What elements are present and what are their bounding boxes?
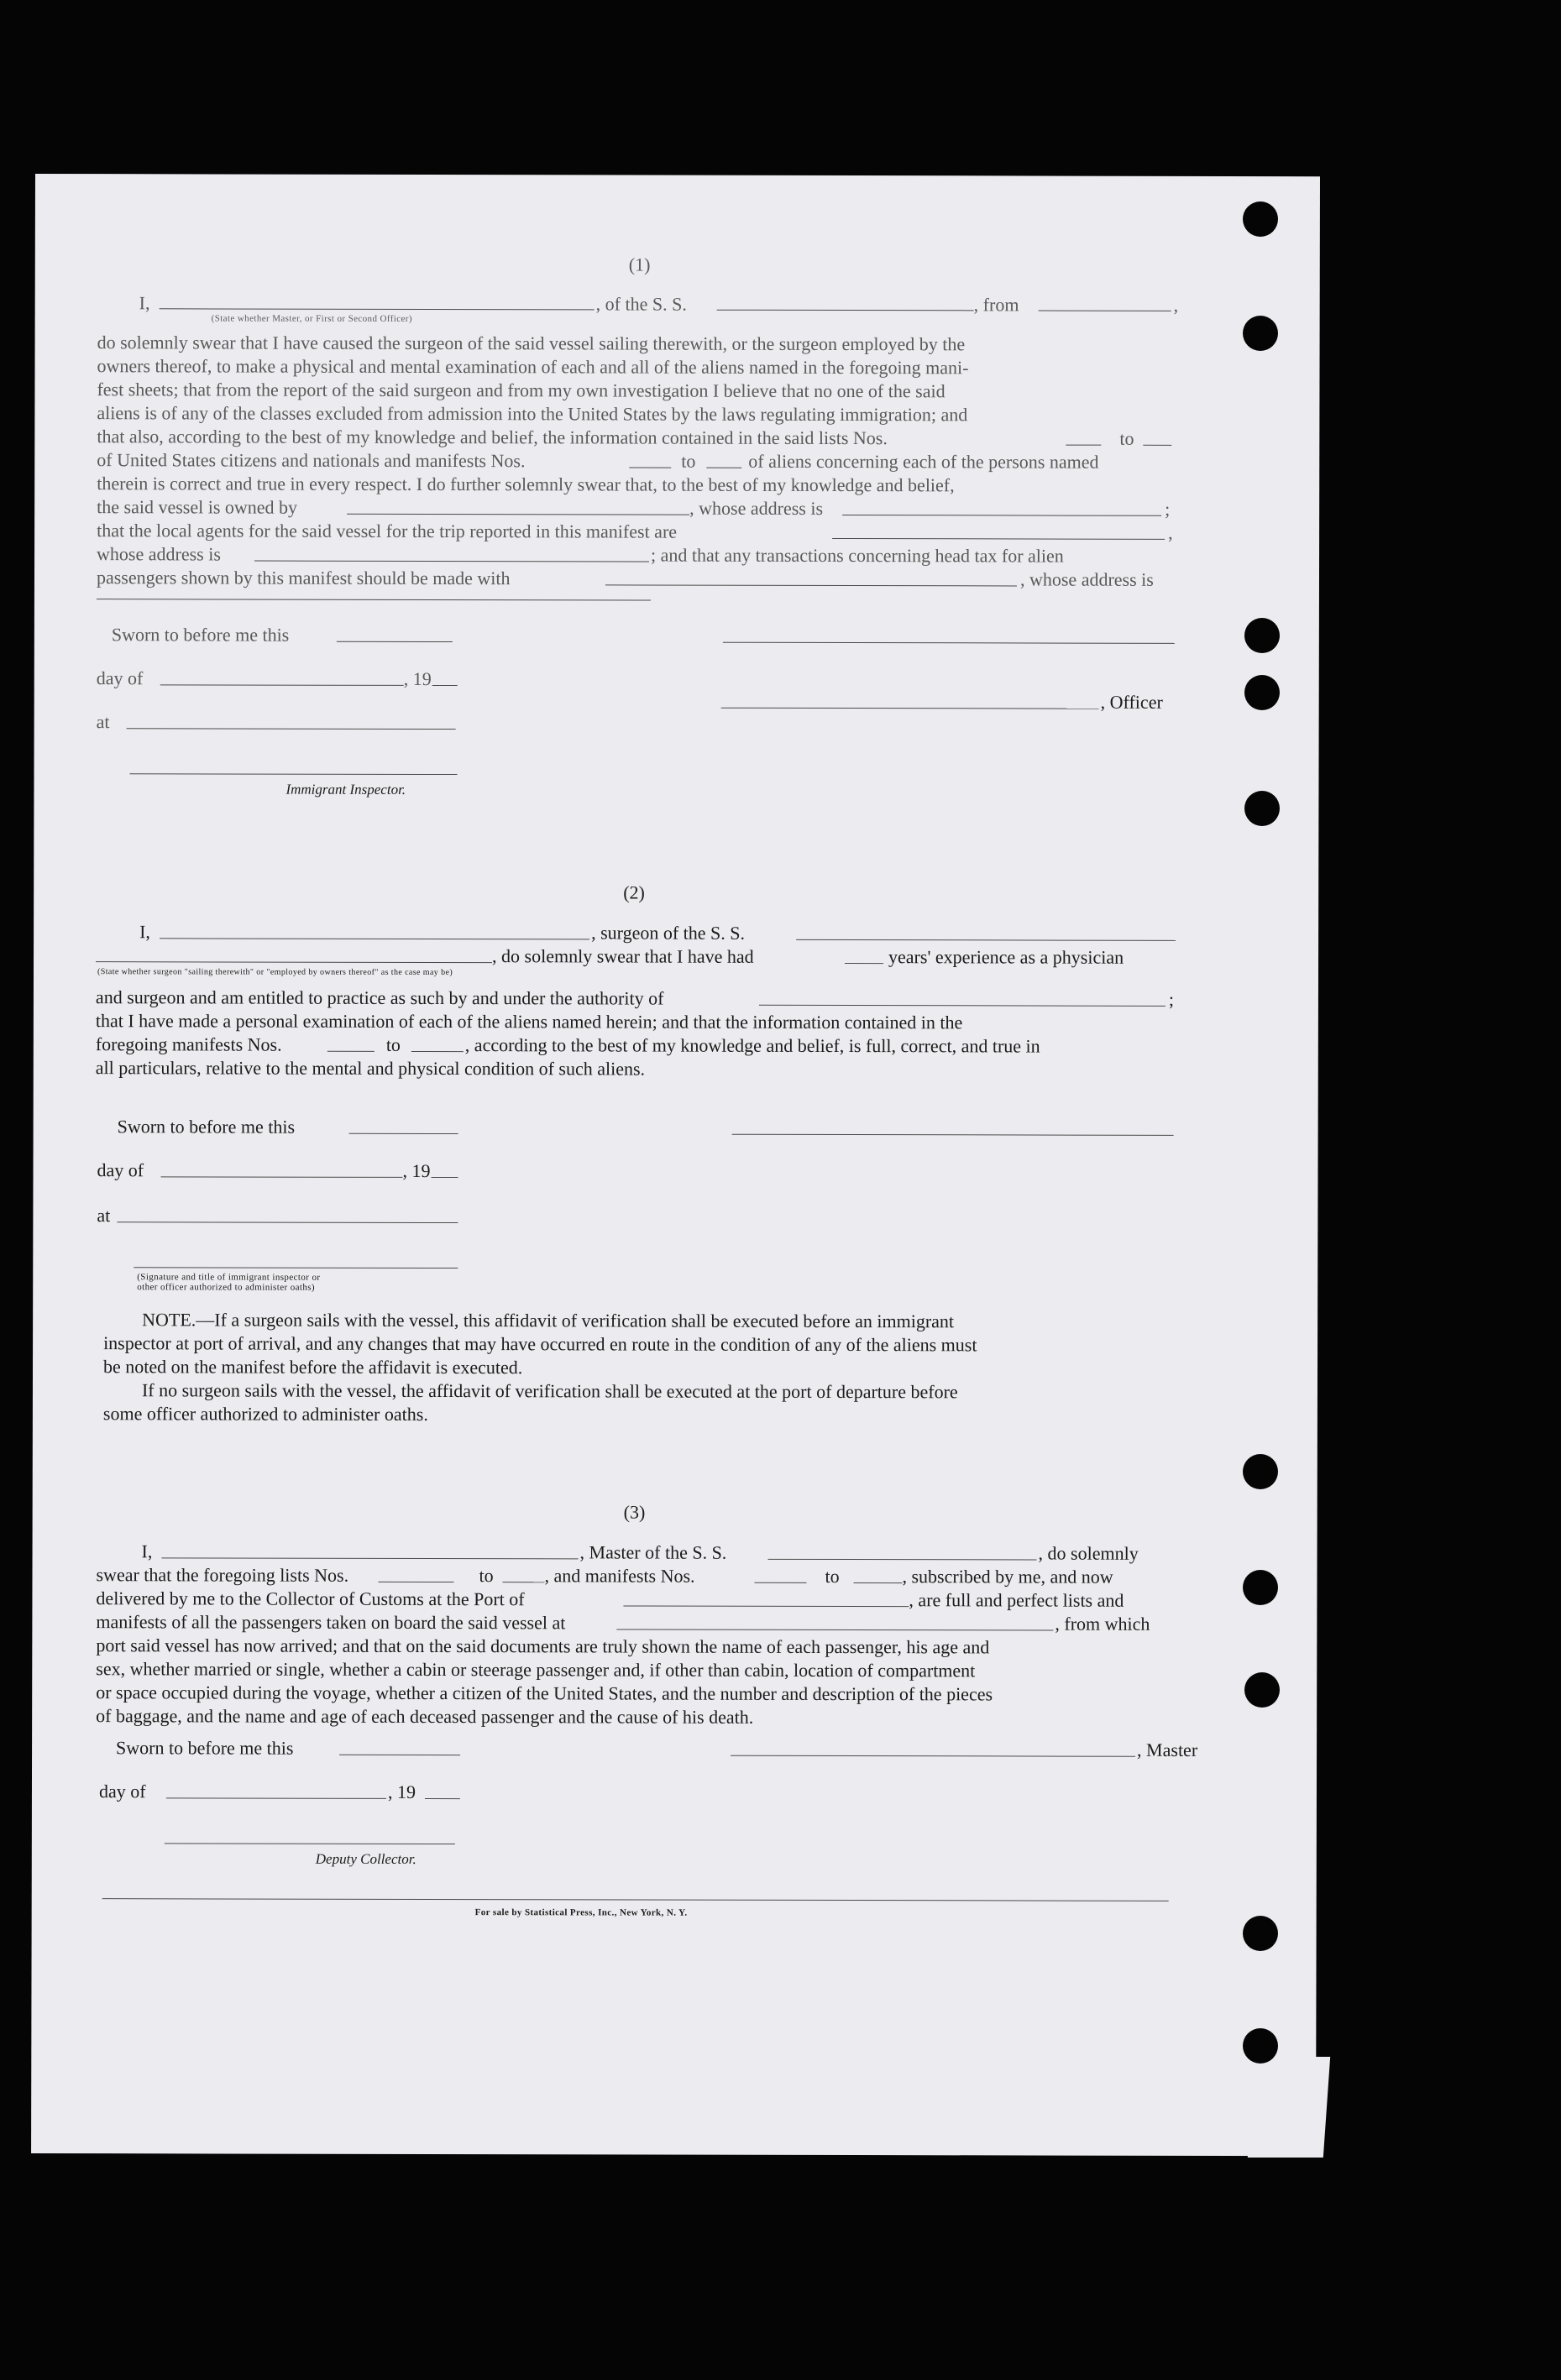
s1-name-line [160, 308, 595, 310]
s3-delivered: delivered by me to the Collector of Customs at the Port of [96, 1588, 525, 1610]
s2-surgeon-of: , surgeon of the S. S. [591, 922, 746, 944]
s2-semicolon: ; [1168, 988, 1175, 1010]
s1-at: at [96, 711, 110, 733]
s1-owner-address-label: , whose address is [689, 497, 824, 519]
s1-lists-from-line [1066, 445, 1101, 446]
s2-line-manifests-end: , according to the best of my knowledge and belief, is full, correct, and true in [464, 1034, 1040, 1057]
s1-ss-label: , of the S. S. [595, 293, 687, 315]
s2-sig-note-2: other officer authorized to administer oaths) [137, 1282, 316, 1293]
s3-lists-to: to [479, 1565, 494, 1587]
s2-vessel-line [796, 939, 1176, 941]
s2-note-line-2: inspector at port of arrival, and any changes that may have occurred en route in the condition of any of the aliens must [103, 1332, 977, 1356]
s2-years-exp: years' experience as a physician [888, 946, 1124, 968]
s2-sig-line [134, 1267, 458, 1268]
s3-collector-label: Deputy Collector. [315, 1850, 416, 1867]
s2-signature-line [732, 1134, 1174, 1136]
s3-and-manifests: , and manifests Nos. [544, 1565, 695, 1587]
s2-state-note: (State whether surgeon "sailing therewith" or "employed by owners thereof" as the case may be) [97, 967, 453, 978]
form-page [31, 174, 1320, 2156]
s1-last-address-label: , whose address is [1019, 568, 1154, 590]
s2-day-of: day of [97, 1159, 144, 1181]
s1-para-line-7: therein is correct and true in every respect. I do further solemnly swear that, to the best of my knowledge and belief, [97, 473, 955, 496]
s3-master-line [731, 1755, 1135, 1757]
s1-para-line-8: the said vessel is owned by [97, 496, 298, 518]
s1-para-line-11: passengers shown by this manifest should be made with [96, 567, 511, 589]
s2-manifests-to: to [385, 1033, 401, 1055]
s1-para-line-9: that the local agents for the said vessel for the trip reported in this manifest are [97, 520, 678, 542]
s3-rest-line-4: of baggage, and the name and age of each deceased passenger and the cause of his death. [96, 1705, 754, 1728]
s1-owner-line [347, 514, 689, 515]
s1-head-tax: ; and that any transactions concerning head tax for alien [651, 544, 1064, 567]
s3-day-line [166, 1797, 386, 1799]
binder-hole-3 [1244, 618, 1280, 653]
s2-do-solemnly: , do solemnly swear that I have had [492, 945, 754, 967]
s1-lists-to-line [1143, 445, 1171, 446]
s1-vessel-line [717, 310, 974, 311]
binder-hole-1 [1243, 201, 1278, 237]
s1-agents-line [832, 538, 1165, 540]
s2-note-line-4: If no surgeon sails with the vessel, the affidavit of verification shall be executed at the port of departure before [141, 1379, 958, 1403]
s1-semicolon: ; [1165, 498, 1171, 520]
s1-inspector-label: Immigrant Inspector. [285, 781, 406, 798]
s1-comma: , [1168, 521, 1173, 543]
s2-note-line-3: be noted on the manifest before the affidavit is executed. [102, 1356, 523, 1378]
s2-manifests-to-line [411, 1051, 464, 1052]
s3-manifests-to-line [853, 1582, 902, 1583]
s2-name-line [160, 938, 589, 939]
s2-at: at [97, 1205, 111, 1227]
binder-hole-7 [1243, 1570, 1278, 1605]
s2-year: , 19 [402, 1159, 431, 1181]
s3-sworn: Sworn to before me this [116, 1737, 294, 1759]
s1-para-line-6: of United States citizens and nationals and manifests Nos. [97, 449, 526, 472]
binder-hole-4 [1244, 675, 1280, 710]
s2-line-manifests: foregoing manifests Nos. [95, 1033, 282, 1055]
page-corner [1248, 2057, 1330, 2158]
binder-hole-9 [1243, 1916, 1278, 1951]
s3-vessel-line [768, 1559, 1037, 1561]
s2-sig-note-1: (Signature and title of immigrant inspector or [137, 1272, 321, 1283]
s2-year-line [431, 1177, 458, 1178]
s1-para-line-4: aliens is of any of the classes excluded from admission into the United States by the laws regulating immigration; and [97, 402, 968, 426]
s3-swear-lists: swear that the foregoing lists Nos. [96, 1564, 349, 1586]
s1-year: , 19 [403, 667, 432, 689]
s3-manifests-to: to [825, 1565, 840, 1588]
s2-authority-line [759, 1005, 1166, 1007]
s1-day-line [160, 684, 404, 686]
section-1-number: (1) [628, 254, 651, 275]
s2-day-line [160, 1176, 402, 1178]
s3-subscribed: , subscribed by me, and now [902, 1566, 1113, 1588]
section-3-number: (3) [623, 1501, 646, 1523]
s1-aliens-text: of aliens concerning each of the persons named [748, 450, 1099, 473]
s3-master-label: , Master [1137, 1739, 1198, 1760]
s1-inspector-line [130, 773, 458, 775]
s3-from-which: , from which [1055, 1613, 1150, 1635]
section-2-number: (2) [623, 881, 645, 903]
s1-end-comma: , [1173, 294, 1179, 316]
s3-rest-line-3: or space occupied during the voyage, whether a citizen of the United States, and the number and description of the pieces [96, 1682, 993, 1705]
s1-i: I, [139, 292, 150, 314]
s2-years-line [845, 963, 883, 964]
s1-year-line [432, 685, 458, 686]
s2-sworn: Sworn to before me this [117, 1116, 296, 1138]
s3-manifests-from-line [754, 1582, 806, 1583]
s3-year: , 19 [387, 1781, 416, 1802]
s3-collector-line [165, 1843, 455, 1844]
s1-from-label: , from [973, 294, 1019, 316]
s2-manifests-from-line [327, 1051, 375, 1052]
s3-manifests-all: manifests of all the passengers taken on board the said vessel at [96, 1611, 566, 1634]
s1-signature-line [723, 642, 1175, 644]
s3-master-of: , Master of the S. S. [579, 1541, 727, 1563]
s3-rest-line-1: port said vessel has now arrived; and that on the said documents are truly shown the name of each passenger, his age and [96, 1635, 990, 1658]
s2-at-line [117, 1221, 458, 1223]
s1-para-line-1: do solemnly swear that I have caused the surgeon of the said vessel sailing therewith, or the surgeon employed by the [97, 332, 966, 355]
s1-day-of: day of [96, 667, 144, 689]
s2-sworn-line [349, 1133, 458, 1134]
s1-owner-address-line [842, 515, 1161, 516]
s1-para-line-10: whose address is [97, 543, 221, 565]
s3-taken-at-line [616, 1629, 1053, 1630]
s2-note-line-1: NOTE.—If a surgeon sails with the vessel, this affidavit of verification shall be executed before an immigrant [142, 1309, 955, 1332]
s1-para-line-5: that also, according to the best of my knowledge and belief, the information contained in the said lists Nos. [97, 426, 888, 449]
s2-line-authority: and surgeon and am entitled to practice as such by and under the authority of [95, 986, 664, 1009]
binder-hole-10 [1243, 2028, 1278, 2064]
s1-para-line-3: fest sheets; that from the report of the said surgeon and from my own investigation I believe that no one of the said [97, 379, 946, 402]
s1-head-tax-line [605, 584, 1017, 586]
s1-at-line [127, 728, 456, 730]
s3-do-solemnly: , do solemnly [1038, 1542, 1139, 1564]
binder-hole-8 [1244, 1672, 1280, 1708]
footer-imprint: For sale by Statistical Press, Inc., New York, N. Y. [474, 1907, 688, 1918]
s1-agents-address-line [254, 561, 649, 562]
s3-rest-line-2: sex, whether married or single, whether a cabin or steerage passenger and, if other than cabin, location of compartment [96, 1658, 976, 1682]
s1-para-line-2: owners thereof, to make a physical and mental examination of each and all of the aliens named in the foregoing mani- [97, 355, 969, 379]
s1-last-address-line [97, 599, 651, 600]
s2-line-exam: that I have made a personal examination of each of the aliens named herein; and that the information contained in the [95, 1010, 963, 1033]
s1-manifests-to: to [681, 450, 696, 472]
s2-status-line [96, 961, 492, 963]
s2-note-line-5: some officer authorized to administer oaths. [102, 1403, 428, 1425]
s3-are-full: , are full and perfect lists and [909, 1589, 1124, 1611]
s1-manifests-from-line [629, 467, 671, 468]
binder-hole-5 [1244, 791, 1280, 826]
s1-sworn-line [337, 641, 453, 642]
s3-i: I, [141, 1540, 153, 1562]
s3-port-line [623, 1605, 909, 1607]
s3-name-line [162, 1557, 579, 1559]
s1-officer-line [721, 708, 1099, 709]
s1-lists-to: to [1119, 427, 1134, 449]
binder-hole-6 [1243, 1454, 1278, 1489]
s3-year-line [425, 1798, 460, 1799]
s1-sworn: Sworn to before me this [111, 624, 290, 646]
s2-line-particulars: all particulars, relative to the mental and physical condition of such aliens. [95, 1057, 646, 1080]
binder-hole-2 [1243, 316, 1278, 351]
s2-i: I, [139, 921, 150, 943]
s1-officer-note: (State whether Master, or First or Second Officer) [211, 313, 412, 324]
s1-officer-label: , Officer [1100, 691, 1163, 713]
footer-rule [102, 1898, 1169, 1901]
s3-day-of: day of [98, 1781, 146, 1802]
